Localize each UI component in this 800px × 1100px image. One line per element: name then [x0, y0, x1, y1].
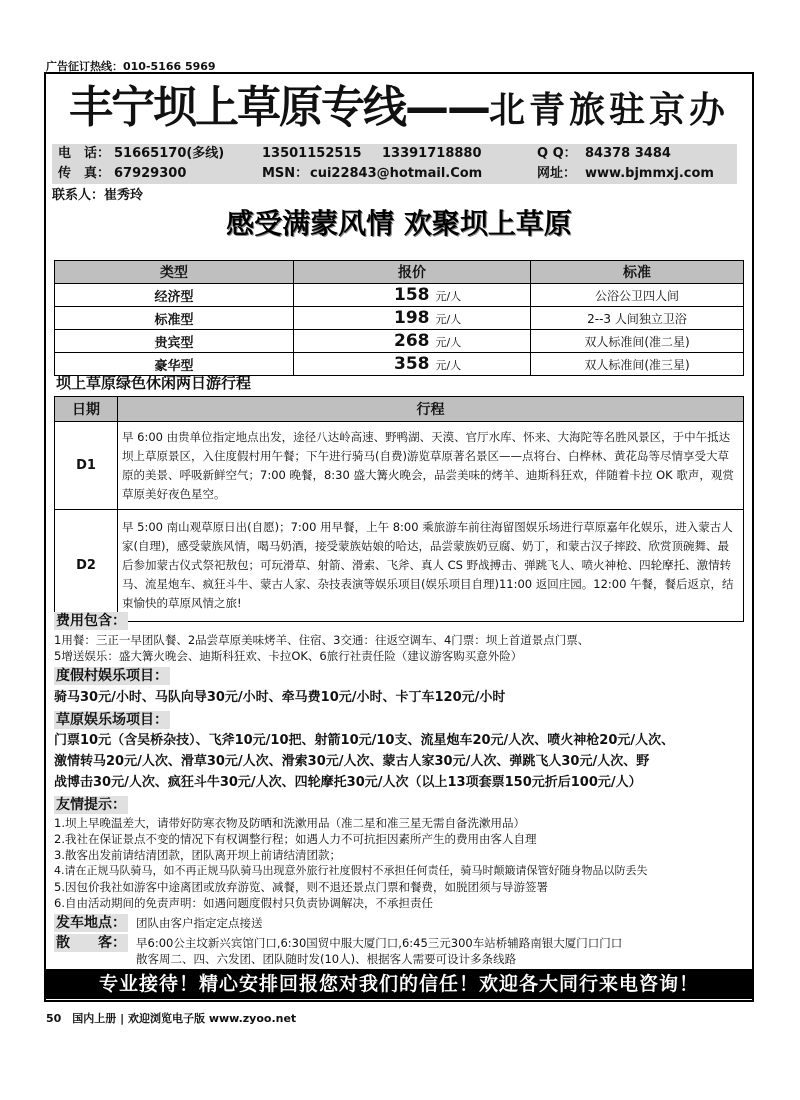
page-footer: 50 国内上册 | 欢迎浏览电子版 www.zyoo.net — [46, 1012, 297, 1025]
tip-item: 4.请在正规马队骑马，如不再正规马队骑马出现意外旅行社度假村不承担任何责任，骑马时颠簸请保管好随身物品以防丢失 — [54, 864, 648, 877]
msn-label: MSN： — [262, 166, 309, 181]
phone-label: 电 话： — [58, 146, 111, 161]
grassland-line-3: 战博击30元/人次、疯狂斗牛30元/人次、四轮摩托30元/人次（以上13项套票150元折后100元/人） — [54, 775, 642, 790]
mobile-2: 13391718880 — [382, 146, 482, 161]
day-label: D1 — [55, 422, 118, 510]
price-unit: 元/人 — [435, 313, 462, 326]
fees-heading: 费用包含： — [56, 613, 126, 629]
price-header-row — [55, 261, 744, 284]
fees-line-1: 1用餐：三正一早团队餐、2品尝草原美味烤羊、住宿、3交通：往返空调车、4门票：坝上首道景点门票、 — [54, 633, 590, 647]
table-row — [55, 330, 744, 353]
fax: 67929300 — [114, 166, 187, 181]
title-main: 丰宁坝上草原专线—— — [68, 82, 489, 133]
row-standard: 公浴公卫四人间 — [531, 284, 744, 307]
tip-item: 3.散客出发前请结清团款，团队离开坝上前请结清团款； — [54, 848, 341, 862]
itinerary-header-date: 日期 — [55, 397, 118, 422]
price-unit: 元/人 — [435, 290, 462, 303]
website[interactable]: www.bjmmxj.com — [585, 166, 714, 181]
page-title — [46, 80, 752, 136]
row-price — [294, 307, 531, 330]
ad-frame — [44, 72, 754, 1002]
price-value: 198 — [394, 308, 430, 328]
table-row — [55, 284, 744, 307]
price-header-standard: 标准 — [531, 261, 744, 284]
tip-item: 6.自由活动期间的免责声明：如遇问题度假村只负责协调解决，不承担责任 — [54, 896, 433, 910]
table-row — [55, 307, 744, 330]
table-row — [55, 422, 744, 510]
day-text: 早 6:00 由贵单位指定地点出发，途径八达岭高速、野鸭湖、天漠、官厅水库、怀来、大海陀等名胜风景区，于中午抵达坝上草原景区，入住度假村用午餐；下午进行骑马(自费)游览草原著名景区——点将台、白桦林、黄花岛等尽情享受大草原的美景、呼吸新鲜空气；7:00 晚餐，8:30 盛大篝火晚会，品尝美味的烤羊、迪斯科狂欢，伴随着卡拉 OK 歌声，观赏草原美好夜色星空。 — [118, 422, 744, 510]
itinerary-header-route: 行程 — [118, 397, 744, 422]
itinerary-title: 坝上草原绿色休闲两日游行程 — [56, 374, 252, 392]
itinerary-header-row — [55, 397, 744, 422]
row-standard: 双人标准间(准二星) — [531, 330, 744, 353]
contact-row-1 — [52, 144, 737, 164]
qq-label: Q Q： — [537, 146, 577, 161]
price-header-type: 类型 — [55, 261, 294, 284]
price-header-price: 报价 — [294, 261, 531, 284]
day-text: 早 5:00 南山观草原日出(自愿)；7:00 用早餐，上午 8:00 乘旅游车前往海留图娱乐场进行草原嘉年化娱乐，进入蒙古人家(自理)，感受蒙族风情，喝马奶酒，接受蒙族姑娘的哈达，品尝蒙族奶豆腐、奶丁，和蒙古汉子摔跤、欣赏顶碗舞、最后参加蒙古仪式祭祀敖包；可玩滑草、射箭、滑索、飞斧、真人 CS 野战搏击、弹跳飞人、喷火神枪、四轮摩托、激情转马、流星炮车、疯狂斗牛、蒙古人家、杂技表演等娱乐项目(娱乐项目自理)11:00 返回庄园。12:00 午餐，餐后返京，结束愉快的草原风情之旅! — [118, 510, 744, 622]
fees-line-2: 5增送娱乐：盛大篝火晚会、迪斯科狂欢、卡拉OK、6旅行社责任险（建议游客购买意外险） — [54, 649, 523, 663]
row-type: 贵宾型 — [55, 330, 294, 353]
row-standard: 2--3 人间独立卫浴 — [531, 307, 744, 330]
tip-item: 5.因包价我社如游客中途离团或放弃游览、减餐，则不退还景点门票和餐费，如脱团须与导游签署 — [54, 880, 548, 894]
qq: 84378 3484 — [585, 146, 671, 161]
price-unit: 元/人 — [435, 336, 462, 349]
tips-heading: 友情提示： — [56, 797, 126, 813]
price-unit: 元/人 — [435, 359, 462, 372]
table-row — [55, 510, 744, 622]
sanke-heading: 散 客： — [56, 935, 126, 951]
web-label: 网址： — [537, 166, 577, 181]
grassland-line-1: 门票10元（含吴桥杂技）、飞斧10元/10把、射箭10元/10支、流星炮车20元/人次、喷火神枪20元/人次、 — [54, 733, 675, 748]
row-standard: 双人标准间(准三星) — [531, 353, 744, 376]
row-type: 豪华型 — [55, 353, 294, 376]
tip-item: 1.坝上早晚温差大，请带好防寒衣物及防晒和洗漱用品（准二星和准三星无需自备洗漱用品） — [54, 816, 525, 830]
slogan: 感受满蒙风情 欢聚坝上草原 — [226, 207, 572, 240]
price-value: 158 — [394, 285, 430, 305]
title-agency: 北青旅驻京办 — [488, 89, 729, 131]
price-value: 358 — [394, 354, 430, 374]
resort-heading: 度假村娱乐项目： — [56, 668, 168, 684]
contact-row-2 — [52, 164, 737, 184]
mobile-1: 13501152515 — [262, 146, 362, 161]
tip-item: 2.我社在保证景点不变的情况下有权调整行程；如遇人力不可抗拒因素所产生的费用由客人自理 — [54, 832, 537, 846]
grassland-line-2: 激情转马20元/人次、滑草30元/人次、滑索30元/人次、蒙古人家30元/人次、弹跳飞人30元/人次、野 — [54, 754, 650, 769]
grassland-heading: 草原娱乐场项目： — [56, 712, 168, 728]
contact-person — [52, 184, 143, 203]
fax-label: 传 真： — [58, 166, 111, 181]
person-label: 联系人： — [52, 188, 105, 203]
day-label: D2 — [55, 510, 118, 622]
sanke-line-2: 散客周二、四、六发团、团队随时发(10人)、根据客人需要可设计多条线路 — [136, 952, 517, 966]
row-type: 标准型 — [55, 307, 294, 330]
row-type: 经济型 — [55, 284, 294, 307]
person-name: 崔秀玲 — [104, 188, 144, 203]
price-value: 268 — [394, 331, 430, 351]
price-table — [54, 260, 744, 376]
phone: 51665170(多线) — [114, 146, 225, 161]
row-price — [294, 353, 531, 376]
sanke-line-1: 早6:00公主坟新兴宾馆门口,6:30国贸中服大厦门口,6:45三元300车站桥辅路南银大厦门口门口 — [136, 936, 623, 950]
bottom-banner: 专业接待！精心安排回报您对我们的信任！欢迎各大同行来电咨询！ — [46, 969, 752, 999]
contact-block — [52, 144, 737, 184]
departure-text: 团队由客户指定定点接送 — [136, 916, 263, 930]
departure-heading: 发车地点： — [56, 915, 126, 931]
row-price — [294, 330, 531, 353]
resort-line: 骑马30元/小时、马队向导30元/小时、牵马费10元/小时、卡丁车120元/小时 — [54, 690, 506, 705]
row-price — [294, 284, 531, 307]
ad-hotline: 广告征订热线：010-5166 5969 — [46, 60, 216, 73]
msn: cui22843@hotmail.Com — [310, 166, 483, 181]
itinerary-table — [54, 396, 744, 622]
